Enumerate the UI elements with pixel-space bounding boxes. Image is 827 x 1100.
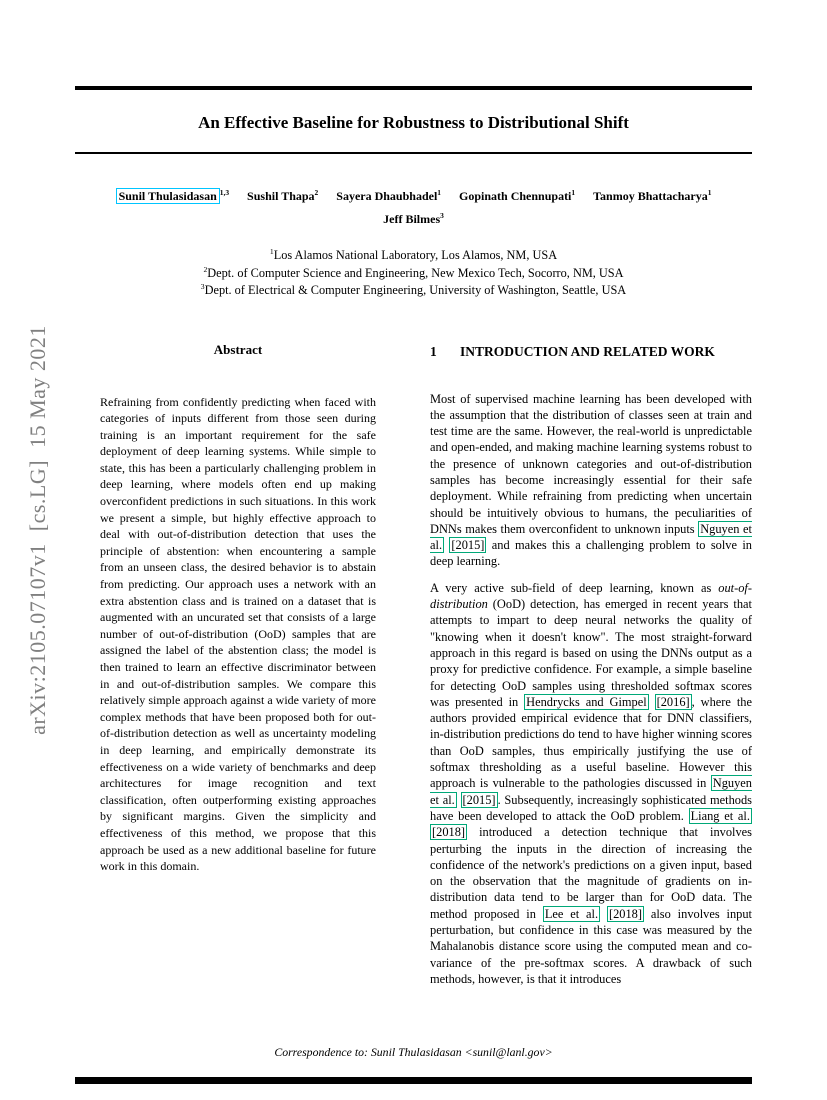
author bbox=[593, 188, 711, 204]
author-link[interactable]: Sunil Thulasidasan bbox=[116, 188, 220, 204]
text-segment: , where the authors provided empirical evidence that for DNN classifiers, in-distribution predictions do tend to have higher winning scores than OoD samples, thus empirically justifying the use of softmax thresholding as a useful baseline. However this approach is vulnerable to the pathologies discussed in bbox=[430, 694, 752, 791]
author bbox=[459, 188, 575, 204]
author-name: Jeff Bilmes bbox=[383, 212, 441, 226]
citation-link[interactable]: Hendrycks and Gimpel bbox=[526, 694, 647, 709]
affiliation-line bbox=[75, 265, 752, 283]
citation-link[interactable]: Lee et al. bbox=[544, 906, 599, 921]
two-column-body bbox=[75, 342, 752, 988]
author bbox=[247, 188, 318, 204]
section-number: 1 bbox=[430, 343, 437, 359]
text-segment: A very active sub-field of deep learning, known as bbox=[430, 580, 719, 595]
right-column bbox=[430, 342, 752, 988]
author-name: Gopinath Chennupati bbox=[459, 189, 572, 203]
intro-paragraph-2 bbox=[430, 580, 752, 987]
citation-link[interactable]: [2015] bbox=[451, 538, 485, 553]
author-affiliation-sup: 1 bbox=[707, 188, 712, 197]
abstract-heading: Abstract bbox=[213, 341, 263, 357]
author bbox=[336, 188, 441, 204]
citation-link[interactable]: [2018] bbox=[608, 906, 642, 921]
text-segment: . Subsequently, increasingly sophisticated methods have been developed to attack the OoD problem. bbox=[430, 792, 752, 823]
text-segment: out-of-distribution bbox=[430, 580, 752, 612]
affiliation-sup: 2 bbox=[203, 264, 208, 274]
text-segment: also involves input perturbation, but confidence in this case was measured by the Mahalanobis distance score using the computed mean and co-variance of the pre-softmax scores. A drawback of such methods, however, is that it introduces bbox=[430, 906, 752, 986]
title-rule bbox=[75, 152, 752, 154]
author-name: Sayera Dhaubhadel bbox=[336, 189, 438, 203]
author-name: Sushil Thapa bbox=[247, 189, 315, 203]
citation-link[interactable]: [2015] bbox=[462, 792, 496, 807]
affiliation-line bbox=[75, 247, 752, 265]
intro-paragraph-1 bbox=[430, 391, 752, 570]
text-segment: and makes this a challenging problem to solve in deep learning. bbox=[430, 538, 752, 569]
citation-link[interactable]: Liang et al. bbox=[690, 808, 750, 823]
author-affiliation-sup: 1 bbox=[437, 188, 442, 197]
author-affiliation-sup: 1,3 bbox=[219, 188, 230, 197]
section-title: INTRODUCTION AND RELATED WORK bbox=[460, 343, 715, 359]
citation-link[interactable]: Nguyen et al. bbox=[430, 521, 752, 553]
abstract-text: Refraining from confidently predicting when faced with categories of inputs different from those seen during training is an important requirement for the safe deployment of deep learning systems. While simple to state, this has been a particularly challenging problem in deep learning, where models often end up making overconfident predictions in such situations. In this work we present a simple, but highly effective approach to deal with out-of-distribution detection that uses the principle of abstention: when encountering a sample from an unseen class, the desired behavior is to abstain from predicting. Our approach uses a network with an extra abstention class and is trained on a dataset that is augmented with an uncurated set that consists of a large number of out-of-distribution (OoD) samples that are assigned the label of the abstention class; the model is then trained to learn an effective discriminator between in and out-of-distribution samples. We compare this relatively simple approach against a wide variety of more complex methods that have been proposed both for out-of-distribution detection as well as uncertainty modeling in deep learning, and empirically demonstrate its effectiveness on a wide variety of benchmarks and deep architectures for image recognition and text classification, often outperforming existing approaches by significant margins. Given the simplicity and effectiveness of this method, we propose that this approach be used as a new additional baseline for future work in this domain. bbox=[100, 394, 376, 874]
citation-link[interactable]: Nguyen et al. bbox=[430, 776, 752, 807]
text-segment: introduced a detection technique that involves perturbing the inputs in the direction of increasing the confidence of the network's predictions on a given input, based on the observation that the magnitude of gradients on in-distribution data tend to be larger than for OoD data. The method proposed in bbox=[430, 825, 752, 921]
arxiv-watermark: arXiv:2105.07107v1 [cs.LG] 15 May 2021 bbox=[25, 325, 50, 735]
author-affiliation-sup: 3 bbox=[440, 211, 444, 220]
authors-line-1 bbox=[75, 188, 752, 204]
authors-line-2 bbox=[75, 211, 752, 227]
text-segment bbox=[600, 907, 607, 921]
author bbox=[116, 188, 229, 204]
affiliation-text: Dept. of Computer Science and Engineering, New Mexico Tech, Socorro, NM, USA bbox=[207, 265, 624, 280]
author bbox=[383, 211, 444, 227]
text-segment bbox=[649, 695, 655, 709]
citation-link[interactable]: [2018] bbox=[432, 825, 466, 840]
affiliations bbox=[75, 247, 752, 300]
text-segment: (OoD) detection, has emerged in recent years that attempts to impart to deep neural networks the quality of "knowing when it doesn't know". The most straight-forward approach in this regard is based on using the DNNs output as a proxy for predictive confidence. For example, a simple baseline for detecting OoD samples using thresholded softmax scores was presented in bbox=[430, 597, 752, 709]
text-segment bbox=[457, 793, 461, 807]
paper-content bbox=[75, 0, 752, 987]
correspondence-note: Correspondence to: Sunil Thulasidasan <sunil@lanl.gov> bbox=[274, 1045, 553, 1059]
left-column bbox=[100, 342, 376, 875]
affiliation-text: Dept. of Electrical & Computer Engineering, University of Washington, Seattle, USA bbox=[204, 283, 627, 297]
citation-link[interactable]: [2016] bbox=[656, 694, 690, 709]
top-rule bbox=[75, 86, 752, 90]
author-name: Tanmoy Bhattacharya bbox=[593, 189, 708, 203]
affiliation-sup: 1 bbox=[269, 246, 274, 256]
affiliation-line bbox=[75, 282, 752, 300]
affiliation-text: Los Alamos National Laboratory, Los Alamos, NM, USA bbox=[273, 248, 558, 262]
paper-title: An Effective Baseline for Robustness to Distributional Shift bbox=[198, 113, 629, 132]
section-1-heading bbox=[430, 342, 752, 361]
bottom-rule bbox=[75, 1077, 752, 1084]
text-segment: Most of supervised machine learning has been developed with the assumption that the distribution of classes seen at train and test time are the same. However, the real-world is unpredictable and open-ended, and making machine learning systems robust to the presence of unknown categories and out-of-distribution samples has become increasingly essential for their safe deployment. While refraining from predicting when uncertain should be intuitively obvious to humans, the peculiarities of DNNs makes them overconfident to unknown inputs bbox=[430, 391, 752, 536]
author-affiliation-sup: 2 bbox=[314, 188, 319, 197]
affiliation-sup: 3 bbox=[200, 281, 205, 291]
author-affiliation-sup: 1 bbox=[571, 188, 576, 197]
